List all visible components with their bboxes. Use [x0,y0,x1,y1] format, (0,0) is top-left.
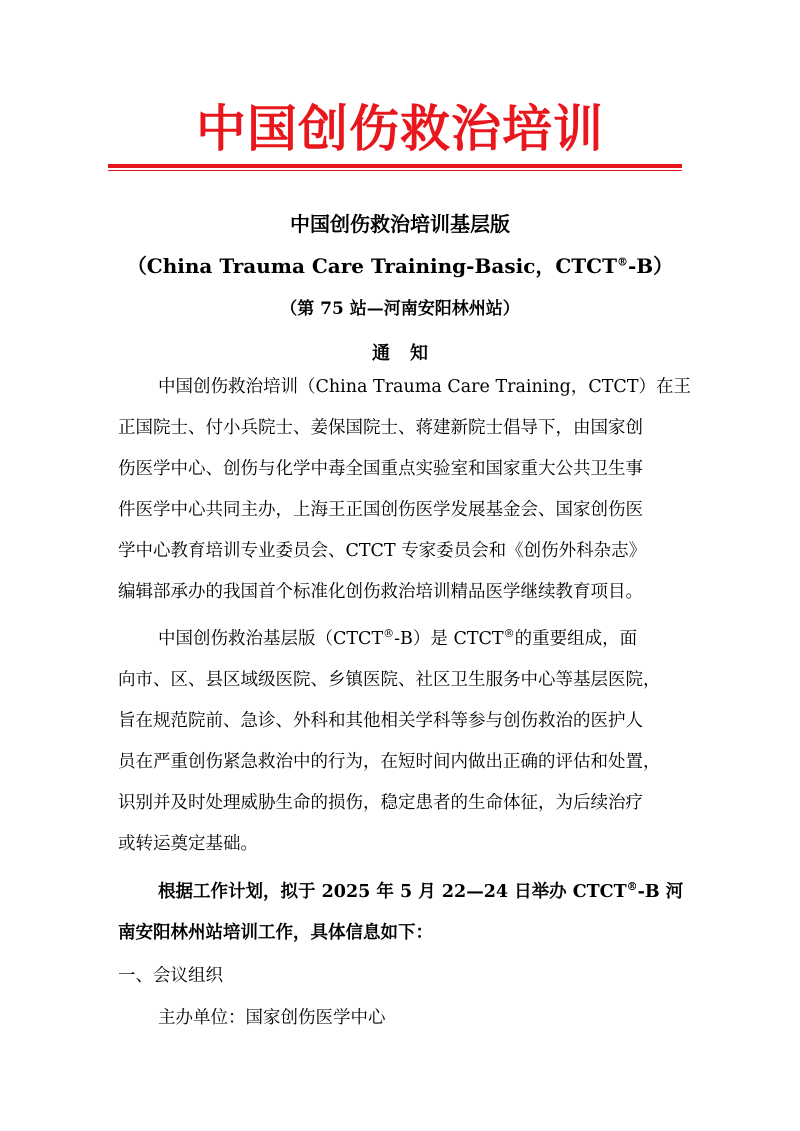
document-title: 中国创伤救治培训基层版 [290,212,510,236]
basic-line: 或转运奠定基础。 [118,834,258,854]
subtitle-suffix: -B） [627,254,674,278]
intro-line: 正国院士、付小兵院士、姜保国院士、蒋建新院士倡导下，由国家创 [118,418,643,438]
notice-heading: 通知 [372,343,448,364]
intro-line: 件医学中心共同主办，上海王正国创伤医学发展基金会、国家创伤医 [118,500,643,520]
plan-line [118,872,698,913]
subtitle-prefix: （China Trauma Care Training-Basic，CTCT [126,254,617,278]
intro-line: 学中心教育培训专业委员会、CTCT 专家委员会和《创伤外科杂志》 [118,541,647,561]
basic-line: 旨在规范院前、急诊、外科和其他相关学科等参与创伤救治的医护人 [118,711,643,731]
intro-line: 编辑部承办的我国首个标准化创伤救治培训精品医学继续教育项目。 [118,582,643,602]
intro-line: 中国创伤救治培训（China Trauma Care Training，CTCT）在王 [158,377,691,397]
host-unit-text: 主办单位：国家创伤医学中心 [158,1008,386,1028]
intro-paragraph [118,367,698,613]
plan-line: 南安阳林州站培训工作，具体信息如下： [118,923,433,943]
plan-text: -B 河 [637,882,684,902]
basic-line: 向市、区、县区域级医院、乡镇医院、社区卫生服务中心等基层医院， [118,670,661,690]
registered-mark: ® [503,627,515,641]
basic-text: -B）是 CTCT [394,629,504,649]
masthead-rule [108,164,682,168]
basic-line: 识别并及时处理威胁生命的损伤，稳定患者的生命体征，为后续治疗 [118,793,643,813]
registered-mark: ® [616,255,628,269]
plan-text: 根据工作计划，拟于 2025 年 5 月 22—24 日举办 CTCT [158,882,627,902]
intro-line: 伤医学中心、创伤与化学中毒全国重点实验室和国家重大公共卫生事 [118,459,643,479]
registered-mark: ® [626,880,638,894]
basic-text: 的重要组成，面 [514,629,638,649]
masthead-rule-thin [108,170,682,171]
basic-line [118,619,698,660]
section-heading-text: 一、会议组织 [118,966,223,986]
section-heading [118,956,698,997]
document-subtitle [0,251,800,281]
basic-text: 中国创伤救治基层版（CTCT [158,629,384,649]
plan-paragraph [118,872,698,954]
host-unit [118,998,698,1039]
station-label: （第 75 站—河南安阳林州站） [280,299,520,319]
basic-paragraph [118,619,698,865]
basic-line: 员在严重创伤紧急救治中的行为，在短时间内做出正确的评估和处置， [118,752,661,772]
masthead-title: 中国创伤救治培训 [196,100,604,158]
registered-mark: ® [383,627,395,641]
